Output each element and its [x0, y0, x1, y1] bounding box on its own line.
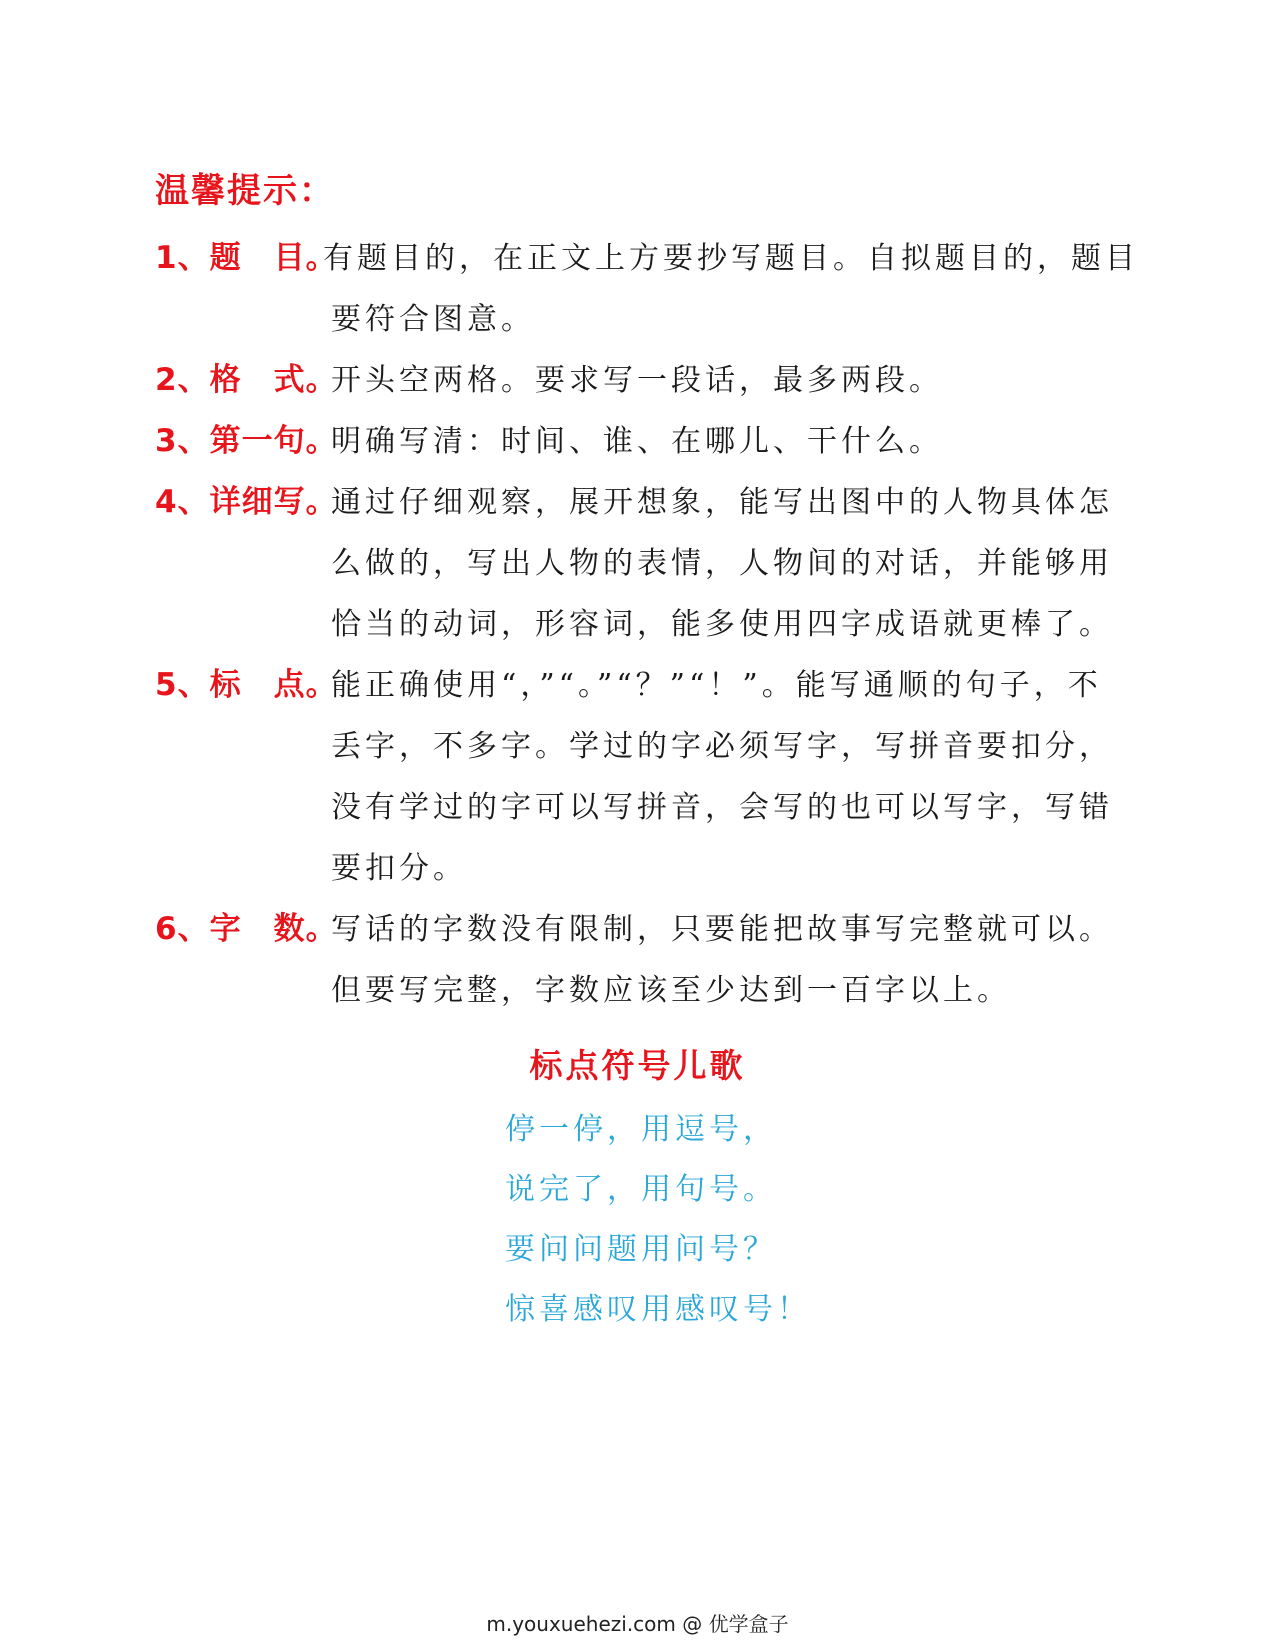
tip-line: 能正确使用“，”“。”“？”“！”。能写通顺的句子，不 [331, 668, 1102, 703]
tip-body [331, 350, 1135, 411]
tip-item-punctuation [155, 655, 1135, 899]
tip-body [331, 411, 1135, 472]
tip-label: 1、题 目。 [155, 240, 338, 276]
tip-body [331, 899, 1135, 1021]
tip-label: 2、格 式。 [155, 362, 338, 398]
tip-body [331, 655, 1135, 899]
tip-line: 要符合图意。 [331, 302, 535, 337]
tip-label: 5、标 点。 [155, 667, 338, 703]
tip-line: 但要写完整，字数应该至少达到一百字以上。 [331, 973, 1011, 1008]
footer-watermark: m.youxuehezi.com @ 优学盒子 [486, 1612, 789, 1636]
tip-label: 6、字 数。 [155, 911, 338, 947]
tip-body [323, 228, 1139, 350]
tip-label: 3、第一句。 [155, 423, 338, 459]
tip-line: 开头空两格。要求写一段话，最多两段。 [331, 363, 943, 398]
song-line: 惊喜感叹用感叹号！ [505, 1292, 811, 1327]
tip-line: 有题目的，在正文上方要抄写题目。自拟题目的，题目 [323, 241, 1139, 276]
song-lines [505, 1100, 811, 1340]
tip-body [331, 472, 1135, 655]
tip-line: 要扣分。 [331, 851, 467, 886]
tips-heading: 温馨提示： [155, 171, 335, 211]
tip-line: 写话的字数没有限制，只要能把故事写完整就可以。 [331, 912, 1113, 947]
tip-label: 4、详细写。 [155, 484, 338, 520]
song-line: 停一停，用逗号， [505, 1112, 777, 1147]
tip-line: 没有学过的字可以写拼音，会写的也可以写字，写错 [331, 790, 1113, 825]
tip-item-title [155, 228, 1139, 350]
tip-item-word-count [155, 899, 1135, 1021]
tip-line: 丢字，不多字。学过的字必须写字，写拼音要扣分， [331, 729, 1113, 764]
tip-item-first-sentence [155, 411, 1135, 472]
tip-item-format [155, 350, 1135, 411]
song-title: 标点符号儿歌 [529, 1046, 746, 1085]
tip-line: 恰当的动词，形容词，能多使用四字成语就更棒了。 [331, 607, 1113, 642]
tip-item-detail [155, 472, 1135, 655]
tip-line: 通过仔细观察，展开想象，能写出图中的人物具体怎 [331, 485, 1113, 520]
tip-line: 明确写清：时间、谁、在哪儿、干什么。 [331, 424, 943, 459]
song-line: 说完了，用句号。 [505, 1172, 777, 1207]
tip-line: 么做的，写出人物的表情，人物间的对话，并能够用 [331, 546, 1113, 581]
song-line: 要问问题用问号？ [505, 1232, 777, 1267]
tips-list [155, 228, 1139, 1021]
